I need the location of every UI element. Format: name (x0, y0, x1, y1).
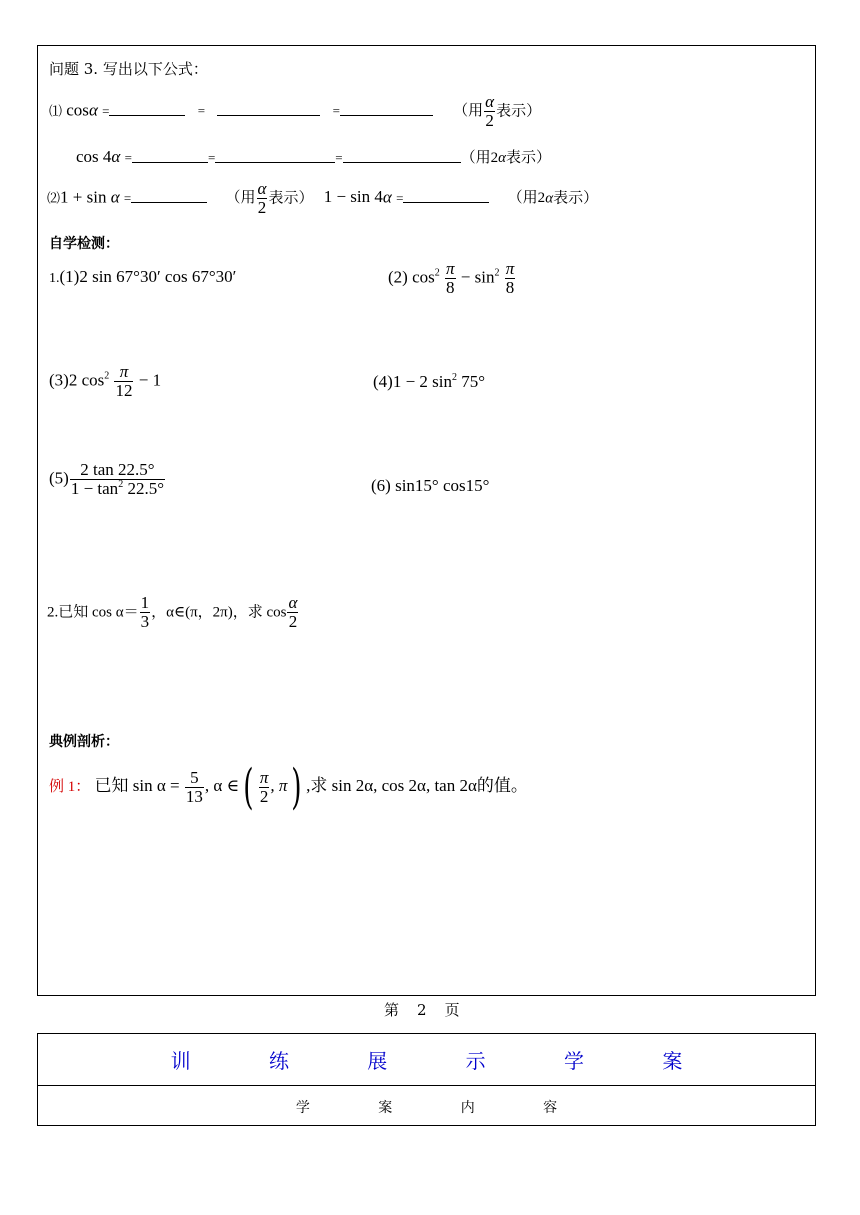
self-test-title: 自学检测： (49, 236, 119, 252)
q1-part6: (6) sin15° cos15° (371, 476, 490, 495)
example-1-label: 例 1： (49, 778, 91, 795)
answer-blank[interactable] (132, 148, 208, 163)
q1-part4: (4)1 − 2 $\sin^2 75^\circ$ (373, 372, 486, 391)
answer-blank[interactable] (131, 188, 207, 203)
examples-title: 典例剖析： (49, 734, 119, 750)
answer-blank[interactable] (343, 148, 461, 163)
formula-line-3: ⑵1 + sin α = （用 $\frac{\alpha}{2}$ 表示） 1 − sin 4α = （用2α表示） (47, 179, 599, 217)
answer-blank[interactable] (217, 101, 320, 116)
q1-part5: (5) $\frac{2 \tan 22.5^\circ}{1 - \tan^2 22.5^\circ}$ (49, 460, 164, 498)
example-1: 例 1： 已知 sin α = $\frac{5}{13}$ , α ∈( $\frac{\pi}{2}$ , π) ,求 sin 2α, cos 2α, tan 2α的值。 (49, 759, 528, 815)
answer-blank[interactable] (403, 188, 489, 203)
training-subtitle: 学 案 内 容 (295, 1100, 590, 1116)
training-title: 训 练 展 示 学 案 (170, 1049, 719, 1073)
page-number-footer: 第 2 页 (384, 1001, 460, 1019)
answer-blank[interactable] (215, 148, 335, 163)
q1-part1: 1.(1)2 sin 67°30′ cos 67°30′ (49, 267, 237, 286)
item-number: ⑴ (49, 103, 63, 119)
q2: 2.已知 cos α＝ $\frac{1}{3}$ ，α∈(π，2π)，求 cos $\frac{\alpha}{2}$ (47, 593, 298, 631)
fraction-alpha-half: $\frac{\alpha}{2}$ (485, 92, 495, 130)
q1-part2: (2) $\cos^2$ $\frac{\pi}{8}$ − $\sin^2$ $\frac{\pi}{8}$ (388, 259, 515, 297)
answer-blank[interactable] (109, 101, 185, 116)
training-divider (37, 1085, 816, 1086)
formula-line-1: ⑴ cosα = = = （用 $\frac{\alpha}{2}$ 表示） (49, 92, 542, 130)
question3-title: 问题 3. 写出以下公式： (49, 60, 208, 78)
formula-line-2: cos 4α = = = （用2α表示） (76, 147, 552, 166)
q1-part3: (3)2 $\cos^2$ $\frac{\pi}{12}$ − 1 (49, 362, 162, 400)
answer-blank[interactable] (340, 101, 433, 116)
